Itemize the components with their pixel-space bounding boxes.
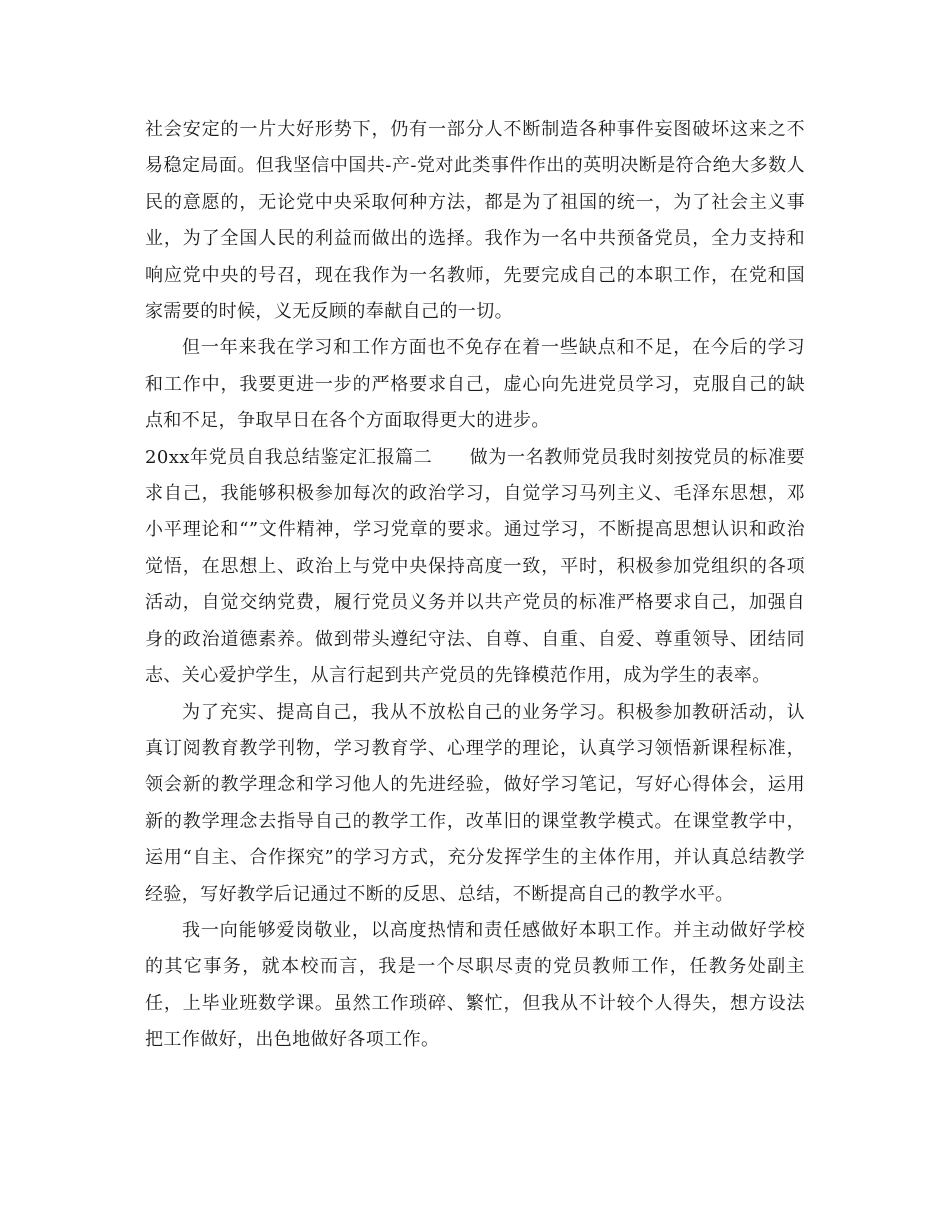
paragraph-1: 社会安定的一片大好形势下，仍有一部分人不断制造各种事件妄图破坏这来之不易稳定局面。但我坚信中国共-产-党对此类事件作出的英明决断是符合绝大多数人民的意愿的，无论党中央采取何种方法，都是为了祖国的统一，为了社会主义事业，为了全国人民的利益而做出的选择。我作为一名中共预备党员，全力支持和响应党中央的号召，现在我作为一名教师，先要完成自己的本职工作，在党和国家需要的时候，义无反顾的奉献自己的一切。: [145, 119, 805, 323]
paragraph-2: 但一年来我在学习和工作方面也不免存在着一些缺点和不足，在今后的学习和工作中，我要更进一步的严格要求自己，虚心向先进党员学习，克服自己的缺点和不足，争取早日在各个方面取得更大的进步。: [145, 337, 805, 432]
paragraph-3-text: 做为一名教师党员我时刻按党员的标准要求自己，我能够积极参加每次的政治学习，自觉学习马列主义、毛泽东思想，邓小平理论和“”文件精神，学习党章的要求。通过学习，不断提高思想认识和政治觉悟，在思想上、政治上与党中央保持高度一致，平时，积极参加党组织的各项活动，自觉交纳党费，履行党员义务并以共产党员的标准严格要求自己，加强自身的政治道德素养。做到带头遵纪守法、自尊、自重、自爱、尊重领导、团结同志、关心爱护学生，从言行起到共产党员的先锋模范作用，成为学生的表率。: [145, 446, 805, 687]
heading-gap: [432, 447, 469, 468]
paragraph-3: [145, 440, 805, 695]
paragraph-4: 为了充实、提高自己，我从不放松自己的业务学习。积极参加教研活动，认真订阅教育教学刊物，学习教育学、心理学的理论，认真学习领悟新课程标准，领会新的教学理念和学习他人的先进经验，做好学习笔记，写好心得体会，运用新的教学理念去指导自己的教学工作，改革旧的课堂教学模式。在课堂教学中，运用“自主、合作探究”的学习方式，充分发挥学生的主体作用，并认真总结教学经验，写好教学后记通过不断的反思、总结，不断提高自己的教学水平。: [145, 701, 805, 905]
document-body: [145, 112, 805, 1059]
paragraph-5: 我一向能够爱岗敬业，以高度热情和责任感做好本职工作。并主动做好学校的其它事务，就本校而言，我是一个尽职尽责的党员教师工作，任教务处副主任，上毕业班数学课。虽然工作琐碎、繁忙，但我从不计较个人得失，想方设法把工作做好，出色地做好各项工作。: [145, 919, 805, 1051]
section-heading: 20xx年党员自我总结鉴定汇报篇二: [145, 446, 433, 468]
